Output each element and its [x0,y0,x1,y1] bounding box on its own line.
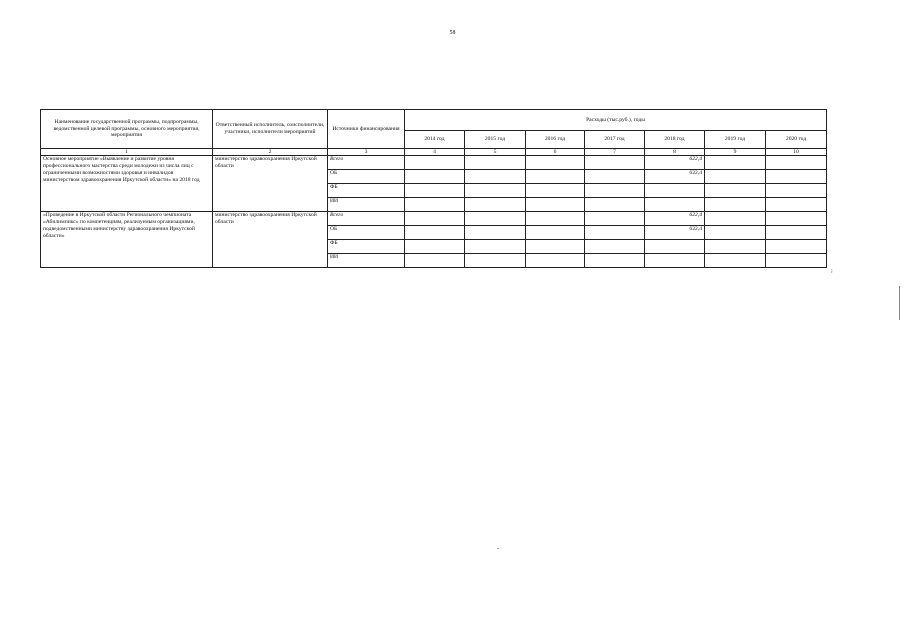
source-label: ИИ [328,198,405,212]
source-label: ФБ [328,240,405,254]
scan-artifact [497,548,499,549]
header-year: 2015 год [465,131,526,149]
header-executor-column: Ответственный исполнитель, соисполнители, участники, исполнители мероприятий [213,110,328,149]
value-cell [465,226,526,240]
value-cell [405,156,465,170]
header-expenses: Расходы (тыс.руб.), годы [405,110,827,131]
source-label: ИИ [328,254,405,268]
header-name-column: Наименование государственной программы, подпрограммы, ведомственной целевой программы, основного мероприятия, мероприятия [41,110,213,149]
value-cell [585,212,645,226]
column-number: 8 [645,149,705,156]
activity-name: Основное мероприятие «Выявление и развитие уровня профессионального мастерства среди молодежи из числа лиц с ограниченными возможностями здоровья и инвалидов министерством здравоохранения Иркутской области» на 2018 год [41,156,213,212]
value-cell [766,212,827,226]
value-cell [465,170,526,184]
value-cell [645,240,705,254]
value-cell [465,156,526,170]
value-cell [766,240,827,254]
header-year: 2020 год [766,131,827,149]
table-row [41,156,827,170]
table-row [41,212,827,226]
value-cell [526,198,585,212]
value-cell [705,212,766,226]
column-number: 10 [766,149,827,156]
value-cell [705,198,766,212]
column-number: 9 [705,149,766,156]
value-cell [526,184,585,198]
value-cell [465,212,526,226]
margin-mark: ; [831,268,833,274]
activity-executor: министерство здравоохранения Иркутской области [213,212,328,268]
value-cell [405,198,465,212]
value-cell [705,240,766,254]
value-cell [645,254,705,268]
value-cell [645,184,705,198]
value-cell [405,226,465,240]
value-cell [766,226,827,240]
value-cell [766,254,827,268]
header-year: 2017 год [585,131,645,149]
source-label: Всего [328,156,405,170]
value-cell [405,170,465,184]
value-cell [465,254,526,268]
value-cell [526,170,585,184]
activity-executor: министерство здравоохранения Иркутской области [213,156,328,212]
header-year: 2018 год [645,131,705,149]
column-number: 4 [405,149,465,156]
value-cell [405,254,465,268]
value-cell [526,212,585,226]
scan-edge-line [899,286,900,320]
column-number: 7 [585,149,645,156]
value-cell [766,198,827,212]
page-number: 58 [449,30,456,36]
header-year: 2014 год [405,131,465,149]
value-cell [585,170,645,184]
value-cell [585,254,645,268]
column-number: 3 [328,149,405,156]
column-number: 6 [526,149,585,156]
value-cell: 622,4 [645,212,705,226]
activity-name: «Проведение в Иркутской области Регионального чемпионата «Абилимпикс» по компетенциям, реализуемым организациями, подведомственными министерству здравоохранения Иркутской области» [41,212,213,268]
source-label: ОБ [328,226,405,240]
column-number: 1 [41,149,213,156]
value-cell [405,240,465,254]
value-cell: 622,4 [645,170,705,184]
header-year: 2019 год [705,131,766,149]
value-cell [766,170,827,184]
source-label: ОБ [328,170,405,184]
value-cell: 622,4 [645,226,705,240]
value-cell [526,156,585,170]
value-cell [705,184,766,198]
value-cell [705,254,766,268]
header-year: 2016 год [526,131,585,149]
source-label: ФБ [328,184,405,198]
budget-table [40,109,827,268]
value-cell: 622,4 [645,156,705,170]
value-cell [585,226,645,240]
value-cell [465,184,526,198]
value-cell [585,198,645,212]
value-cell [705,156,766,170]
value-cell [705,226,766,240]
value-cell [766,156,827,170]
value-cell [585,156,645,170]
value-cell [645,198,705,212]
column-number: 5 [465,149,526,156]
value-cell [526,226,585,240]
value-cell [405,184,465,198]
source-label: Всего [328,212,405,226]
value-cell [705,170,766,184]
value-cell [585,184,645,198]
value-cell [405,212,465,226]
value-cell [585,240,645,254]
value-cell [465,198,526,212]
value-cell [766,184,827,198]
value-cell [465,240,526,254]
value-cell [526,254,585,268]
column-number: 2 [213,149,328,156]
value-cell [526,240,585,254]
header-source-column: Источники финансирования [328,110,405,149]
